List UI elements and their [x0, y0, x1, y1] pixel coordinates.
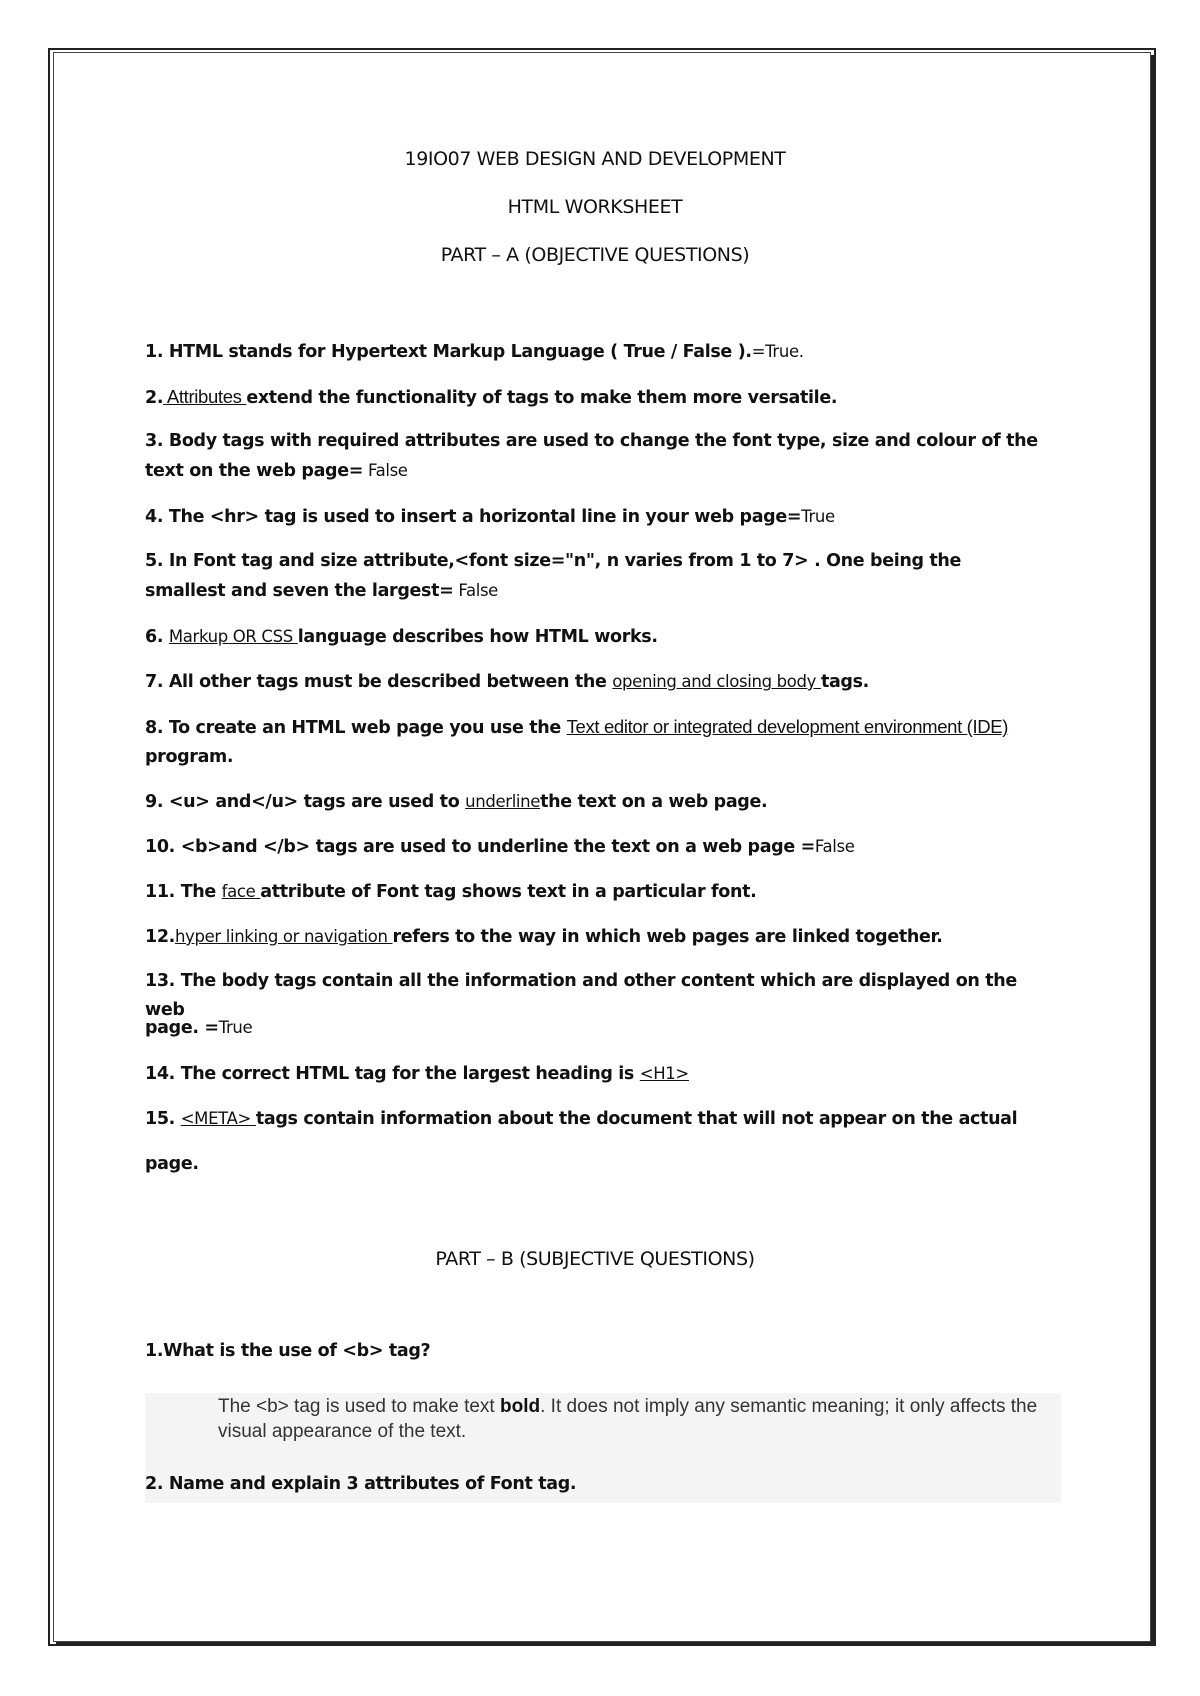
part-b-answer-1 — [218, 1394, 1078, 1444]
course-title: 19IO07 WEB DESIGN AND DEVELOPMENT — [404, 148, 786, 170]
part-b-question-1: 1.What is the use of <b> tag? — [145, 1341, 431, 1361]
question-8 — [145, 712, 1045, 772]
question-text-tail: program. — [145, 747, 234, 767]
answer: <META> — [180, 1109, 256, 1128]
part-b-heading: PART – B (SUBJECTIVE QUESTIONS) — [435, 1248, 755, 1270]
question-11 — [145, 877, 1045, 907]
question-number: 6. — [145, 627, 169, 647]
question-text-tail: tags. — [820, 672, 869, 692]
answer: Attributes — [163, 386, 247, 407]
question-text: language describes how HTML works. — [297, 627, 658, 647]
question-text: 4. The <hr> tag is used to insert a horizontal line in your web page= — [145, 507, 802, 527]
question-text: 7. All other tags must be described between the — [145, 672, 613, 692]
question-text: 1. HTML stands for Hypertext Markup Language ( True / False ). — [145, 342, 752, 362]
question-6 — [145, 622, 1045, 652]
answer: False — [363, 461, 408, 480]
question-number: 12. — [145, 927, 175, 947]
question-5 — [145, 547, 1045, 606]
answer: False — [453, 581, 498, 600]
question-number: 15. — [145, 1109, 181, 1129]
question-text: 9. <u> and</u> tags are used to — [145, 792, 466, 812]
question-text: 3. Body tags with required attributes are used to change the font type, size and colour of the text on the web page= — [145, 431, 1038, 481]
question-text: 5. In Font tag and size attribute,<font size="n", n varies from 1 to 7> . One being the smallest and seven the largest= — [145, 551, 962, 601]
question-text: 10. <b>and </b> tags are used to underline the text on a web page = — [145, 837, 815, 857]
question-text: 8. To create an HTML web page you use the — [145, 718, 567, 738]
part-b-question-2: 2. Name and explain 3 attributes of Font tag. — [145, 1474, 577, 1494]
answer: True — [801, 507, 835, 526]
question-text: 11. The — [145, 882, 222, 902]
question-text-tail: the text on a web page. — [540, 792, 768, 812]
worksheet-title: HTML WORKSHEET — [507, 196, 683, 218]
question-text: 13. The body tags contain all the information and other content which are displayed on the web — [145, 971, 1017, 1020]
part-a-heading: PART – A (OBJECTIVE QUESTIONS) — [440, 244, 750, 266]
question-15 — [145, 1104, 1045, 1134]
question-text: page. — [145, 1154, 199, 1174]
question-3 — [145, 427, 1045, 486]
answer: hyper linking or navigation — [174, 927, 393, 946]
question-13-line-2 — [145, 1013, 1045, 1043]
answer: False — [814, 837, 855, 856]
answer: <H1> — [639, 1064, 689, 1083]
question-number: 2. — [145, 388, 164, 408]
question-text: page. = — [145, 1018, 219, 1038]
question-text-tail: refers to the way in which web pages are linked together. — [392, 927, 943, 947]
answer-text: The <b> tag is used to make text — [218, 1396, 500, 1417]
question-7 — [145, 667, 1045, 697]
answer: Markup OR CSS — [168, 627, 298, 646]
answer: Text editor or integrated development environment (IDE) — [566, 716, 1009, 737]
answer: opening and closing body — [612, 672, 821, 691]
question-2 — [145, 382, 1045, 413]
question-9 — [145, 787, 1045, 817]
question-text-tail: tags contain information about the document that will not appear on the actual — [255, 1109, 1018, 1129]
answer: =True. — [751, 342, 804, 361]
answer: True — [218, 1018, 253, 1037]
answer: face — [221, 882, 261, 901]
question-text: extend the functionality of tags to make them more versatile. — [246, 388, 838, 408]
question-text: 14. The correct HTML tag for the largest heading is — [145, 1064, 640, 1084]
question-10 — [145, 832, 1045, 862]
question-text-tail: attribute of Font tag shows text in a particular font. — [260, 882, 757, 902]
question-14 — [145, 1059, 1045, 1089]
answer-text: . It does not imply any semantic meaning; it only affects the visual appearance of the text. — [218, 1396, 1038, 1442]
question-12 — [145, 922, 1045, 952]
answer: underline — [465, 792, 541, 811]
question-15-line-2 — [145, 1150, 1045, 1179]
answer-bold-word: bold — [500, 1396, 541, 1417]
question-4 — [145, 502, 1045, 532]
question-1 — [145, 337, 1045, 367]
